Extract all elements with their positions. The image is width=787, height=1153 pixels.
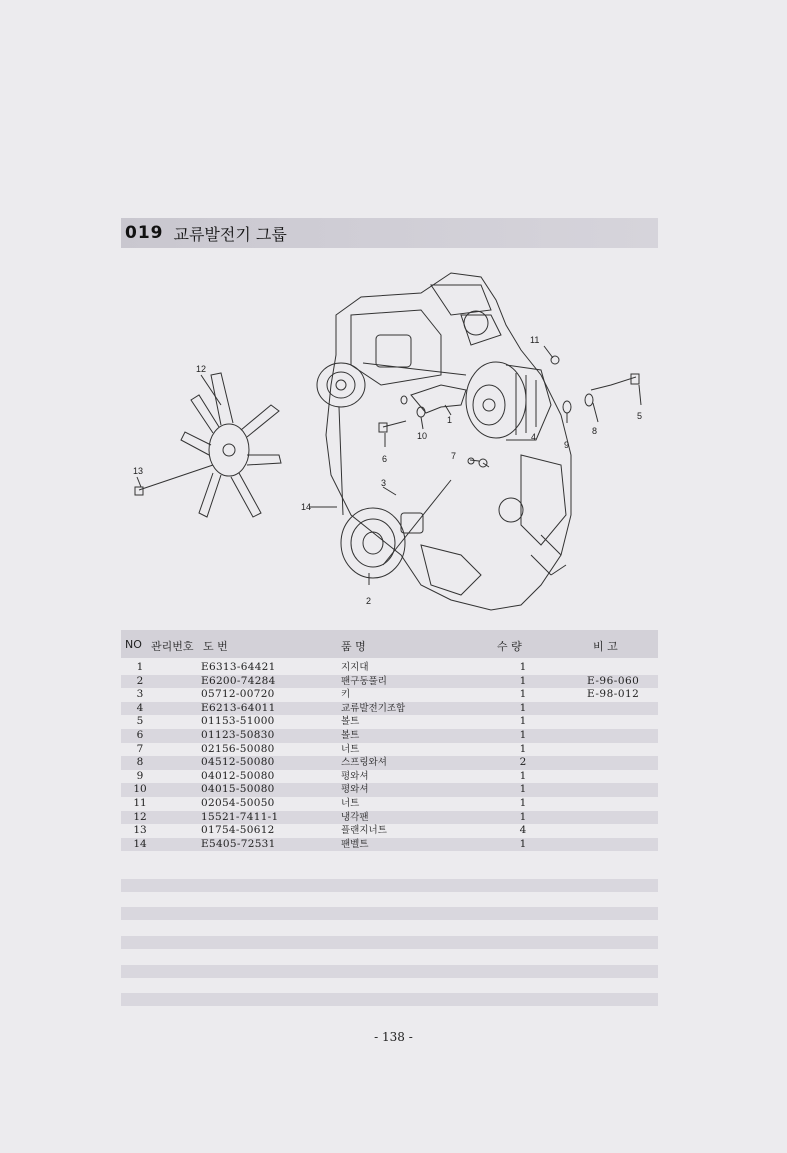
callout-1: 1 <box>447 415 453 425</box>
callout-14: 14 <box>301 502 312 512</box>
header-part-number: 도 번 <box>203 640 228 653</box>
header-remarks: 비 고 <box>593 640 618 653</box>
empty-table-row <box>121 965 658 978</box>
header-no: NO <box>125 638 142 651</box>
water-pump-pulley <box>317 363 365 407</box>
table-row: 8 04512-50080 스프링와셔 2 <box>121 756 658 770</box>
callout-13: 13 <box>133 466 144 476</box>
table-row: 9 04012-50080 평와셔 1 <box>136 769 527 782</box>
table-row: 4 E6213-64011 교류발전기조합 1 <box>121 702 658 716</box>
table-row: 14 E5405-72531 팬벨트 1 <box>121 838 658 852</box>
section-title: 교류발전기 그룹 <box>173 224 287 244</box>
callout-8: 8 <box>592 426 598 436</box>
support-bracket <box>411 385 466 413</box>
table-row: 2 E6200-74284 팬구동풀리 1 E-96-060 <box>121 675 658 689</box>
header-part-name: 품 명 <box>341 640 366 653</box>
alternator <box>466 362 526 438</box>
header-quantity: 수 량 <box>497 640 522 653</box>
callout-11: 11 <box>530 335 540 345</box>
empty-table-row <box>121 907 658 920</box>
exploded-parts-diagram <box>121 255 658 620</box>
section-number: 019 <box>125 223 164 243</box>
callout-5: 5 <box>637 411 643 421</box>
cooling-fan <box>181 373 281 517</box>
parts-table-body <box>121 661 658 851</box>
empty-table-row <box>121 936 658 949</box>
table-row: 13 01754-50612 플랜지너트 4 <box>133 824 527 837</box>
table-row: 12 15521-7411-1 냉각팬 1 <box>121 811 658 825</box>
callout-7: 7 <box>451 451 457 461</box>
table-row: 3 05712-00720 키 1 E-98-012 <box>136 688 640 701</box>
table-row: 11 02054-50050 너트 1 <box>133 796 527 809</box>
empty-table-row <box>121 993 658 1006</box>
header-management-number: 관리번호 <box>151 640 194 653</box>
table-row: 7 02156-50080 너트 1 <box>136 742 527 755</box>
section-header <box>121 218 658 248</box>
fan-belt <box>339 363 466 565</box>
table-row: 1 E6313-64421 지지대 1 <box>136 661 527 673</box>
callout-9: 9 <box>564 440 570 450</box>
empty-table-row <box>121 879 658 892</box>
callout-6: 6 <box>382 454 388 464</box>
parts-table-header <box>121 630 658 658</box>
callout-4: 4 <box>531 432 537 442</box>
callout-10: 10 <box>417 431 428 441</box>
table-row: 10 04015-50080 평와셔 1 <box>121 783 658 797</box>
table-row: 6 01123-50830 볼트 1 <box>121 729 658 743</box>
callout-12: 12 <box>196 364 207 374</box>
callout-2: 2 <box>366 596 372 606</box>
callout-3: 3 <box>381 478 387 488</box>
page-number: - 138 - <box>374 1030 413 1044</box>
table-row: 5 01153-51000 볼트 1 <box>136 715 527 728</box>
